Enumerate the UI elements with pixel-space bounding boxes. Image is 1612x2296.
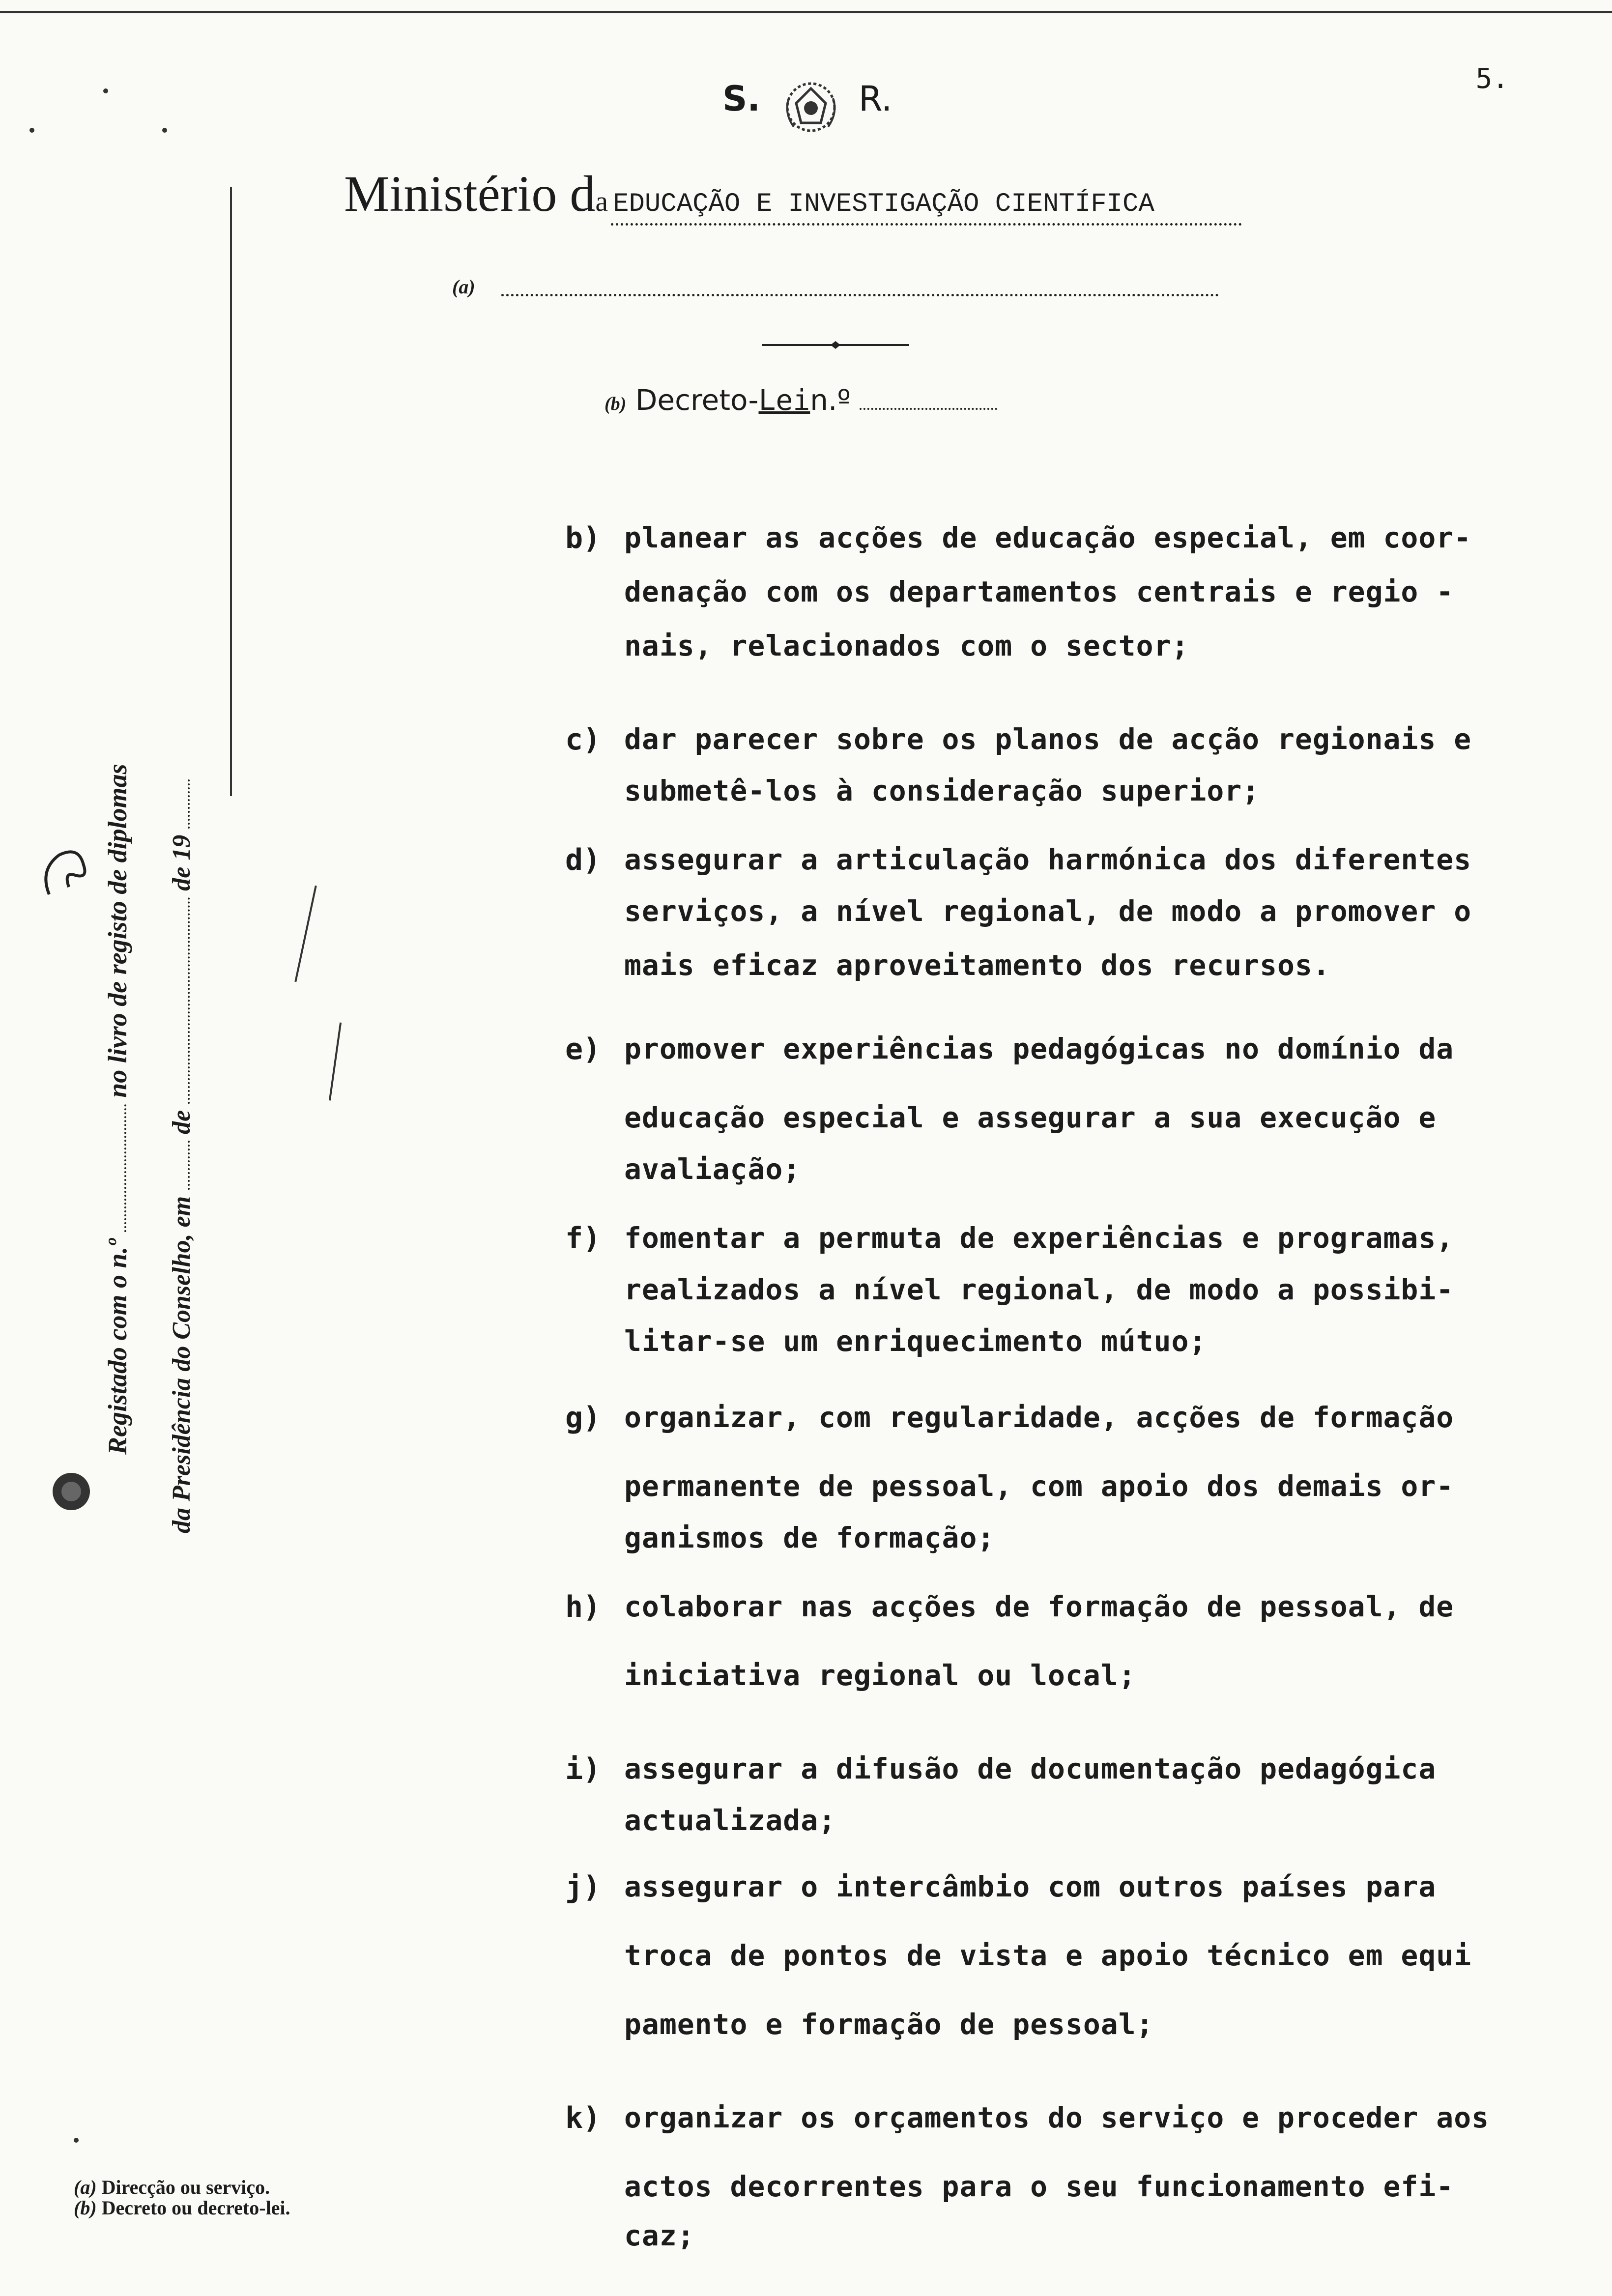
clause-letter: g): [565, 1401, 601, 1435]
header-letter-s: S.: [722, 79, 761, 119]
clause-line: mais eficaz aproveitamento dos recursos.: [624, 948, 1330, 982]
ink-speck: [103, 88, 108, 93]
decreto-label: Decreto-: [635, 383, 759, 417]
decreto-line: [604, 383, 997, 417]
clause-letter: e): [565, 1032, 601, 1066]
clause-line: educação especial e assegurar a sua execução e: [624, 1101, 1437, 1134]
clause-line: assegurar a articulação harmónica dos diferentes: [624, 843, 1472, 876]
clause-letter: b): [565, 521, 601, 555]
clause-line: assegurar a difusão de documentação pedagógica: [624, 1752, 1437, 1785]
clause-letter: k): [565, 2101, 601, 2135]
clause-line: iniciativa regional ou local;: [624, 1659, 1136, 1692]
top-border: [0, 11, 1612, 13]
seal-stamp-icon: [44, 1464, 98, 1519]
seal-stamp-icon: [39, 845, 93, 899]
clause-line: actos decorrentes para o seu funcionamento efi-: [624, 2170, 1454, 2203]
clause-line: avaliação;: [624, 1152, 801, 1186]
line-a-blank: [501, 294, 1219, 296]
margin-line: [329, 1023, 342, 1101]
clause-line: troca de pontos de vista e apoio técnico em equi: [624, 1939, 1472, 1972]
clause-line: organizar os orçamentos do serviço e proceder aos: [624, 2101, 1490, 2134]
decreto-blank: [860, 408, 997, 410]
decreto-handwritten: Lei: [758, 383, 810, 417]
ink-speck: [29, 128, 34, 133]
clause-line: planear as acções de educação especial, em coor-: [624, 521, 1472, 554]
ink-speck: [74, 2138, 79, 2143]
clause-line: colaborar nas acções de formação de pessoal, de: [624, 1590, 1454, 1623]
page-number: 5.: [1475, 63, 1509, 95]
clause-line: serviços, a nível regional, de modo a promover o: [624, 894, 1472, 928]
clause-letter: j): [565, 1870, 601, 1904]
clause-line: dar parecer sobre os planos de acção regionais e: [624, 722, 1472, 756]
clause-line: promover experiências pedagógicas no domínio da: [624, 1032, 1454, 1065]
clause-line: assegurar o intercâmbio com outros países para: [624, 1870, 1437, 1903]
line-a-marker: (a): [452, 276, 475, 298]
clause-line: pamento e formação de pessoal;: [624, 2008, 1154, 2041]
clause-line: organizar, com regularidade, acções de formação: [624, 1401, 1454, 1434]
clause-line: actualizada;: [624, 1804, 836, 1837]
clause-line: permanente de pessoal, com apoio dos demais or-: [624, 1469, 1454, 1503]
decreto-marker: (b): [604, 394, 627, 414]
ministry-name: EDUCAÇÃO E INVESTIGAÇÃO CIENTÍFICA: [611, 189, 1242, 226]
margin-line: [230, 187, 232, 796]
header-letter-r: R.: [859, 79, 892, 119]
ministry-heading: [344, 165, 1242, 226]
clause-line: realizados a nível regional, de modo a possibi-: [624, 1273, 1454, 1306]
margin-line: [294, 886, 317, 982]
clause-letter: h): [565, 1590, 601, 1624]
ministry-label: Ministério d: [344, 166, 596, 222]
footnotes: [74, 2177, 290, 2218]
ornament-divider-icon: [762, 340, 909, 350]
footnote-b: (b) Decreto ou decreto-lei.: [74, 2197, 290, 2219]
ministry-article: a: [595, 185, 608, 217]
footnote-a: (a) Direcção ou serviço.: [74, 2176, 270, 2198]
coat-of-arms-seal-icon: [774, 69, 848, 143]
clause-line: ganismos de formação;: [624, 1521, 995, 1554]
side-registration-line-2: da Presidência do Conselho, em de de 19: [167, 779, 196, 1533]
clause-line: litar-se um enriquecimento mútuo;: [624, 1324, 1207, 1358]
clause-letter: c): [565, 722, 601, 757]
clause-line: submetê-los à consideração superior;: [624, 774, 1260, 807]
clause-line: fomentar a permuta de experiências e programas,: [624, 1221, 1454, 1255]
decreto-suffix: n.º: [810, 383, 851, 417]
clause-letter: i): [565, 1752, 601, 1786]
clause-line: denação com os departamentos centrais e regio -: [624, 575, 1454, 608]
ink-speck: [162, 128, 167, 133]
clause-line: nais, relacionados com o sector;: [624, 629, 1189, 662]
clause-letter: d): [565, 843, 601, 877]
clause-letter: f): [565, 1221, 601, 1256]
side-registration-line-1: Registado com o n.º no livro de registo de diplomas: [103, 764, 132, 1455]
clause-line: caz;: [624, 2219, 695, 2252]
